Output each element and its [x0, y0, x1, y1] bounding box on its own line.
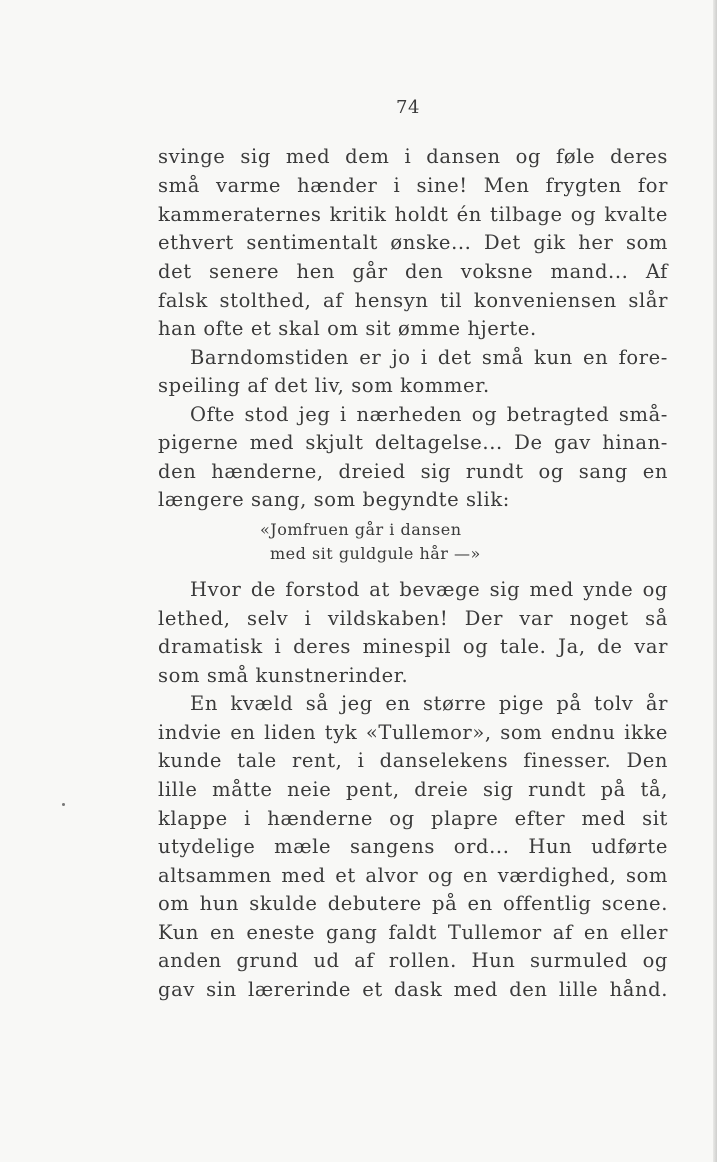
verse-line: «Jomfruen går i dansen	[260, 520, 462, 539]
text-line: gav sin lærerinde et dask med den lille hånd.	[158, 978, 668, 1001]
text-line: anden grund ud af rollen. Hun surmuled og	[158, 949, 668, 972]
ink-speck	[62, 803, 65, 806]
text-line: dramatisk i deres minespil og tale. Ja, de var	[158, 635, 668, 658]
text-line: lethed, selv i vildskaben! Der var noget så	[158, 607, 668, 630]
text-line: pigerne med skjult deltagelse... De gav hinan-	[158, 431, 668, 454]
text-line: den hænderne, dreied sig rundt og sang en	[158, 460, 668, 483]
text-line: indvie en liden tyk «Tullemor», som endnu ikke	[158, 721, 668, 744]
text-line: kunde tale rent, i danselekens finesser. Den	[158, 749, 668, 772]
verse-line: med sit guldgule hår —»	[270, 544, 481, 563]
text-line: speiling af det liv, som kommer.	[158, 374, 490, 397]
text-line: svinge sig med dem i dansen og føle deres	[158, 145, 668, 168]
text-line: Ofte stod jeg i nærheden og betragted små-	[190, 403, 668, 426]
text-line: ethvert sentimentalt ønske... Det gik her som	[158, 231, 668, 254]
page-edge-shadow	[713, 0, 717, 1162]
text-line: om hun skulde debutere på en offentlig scene.	[158, 892, 668, 915]
text-line: En kvæld så jeg en større pige på tolv år	[190, 692, 668, 715]
page-number: 74	[396, 97, 420, 118]
text-line: utydelige mæle sangens ord... Hun udførte	[158, 835, 668, 858]
text-line: Hvor de forstod at bevæge sig med ynde og	[190, 578, 668, 601]
text-line: kammeraternes kritik holdt én tilbage og kvalte	[158, 203, 668, 226]
text-line: Kun en eneste gang faldt Tullemor af en eller	[158, 921, 668, 944]
text-line: altsammen med et alvor og en værdighed, som	[158, 864, 668, 887]
text-line: som små kunstnerinder.	[158, 664, 409, 687]
text-line: Barndomstiden er jo i det små kun en fore-	[190, 346, 668, 369]
text-line: klappe i hænderne og plapre efter med sit	[158, 807, 668, 830]
text-line: det senere hen går den voksne mand... Af	[158, 260, 668, 283]
text-line: han ofte et skal om sit ømme hjerte.	[158, 317, 537, 340]
text-line: længere sang, som begyndte slik:	[158, 488, 510, 511]
text-line: lille måtte neie pent, dreie sig rundt på tå,	[158, 778, 668, 801]
text-line: falsk stolthed, af hensyn til konveniensen slår	[158, 289, 668, 312]
text-line: små varme hænder i sine! Men frygten for	[158, 174, 668, 197]
